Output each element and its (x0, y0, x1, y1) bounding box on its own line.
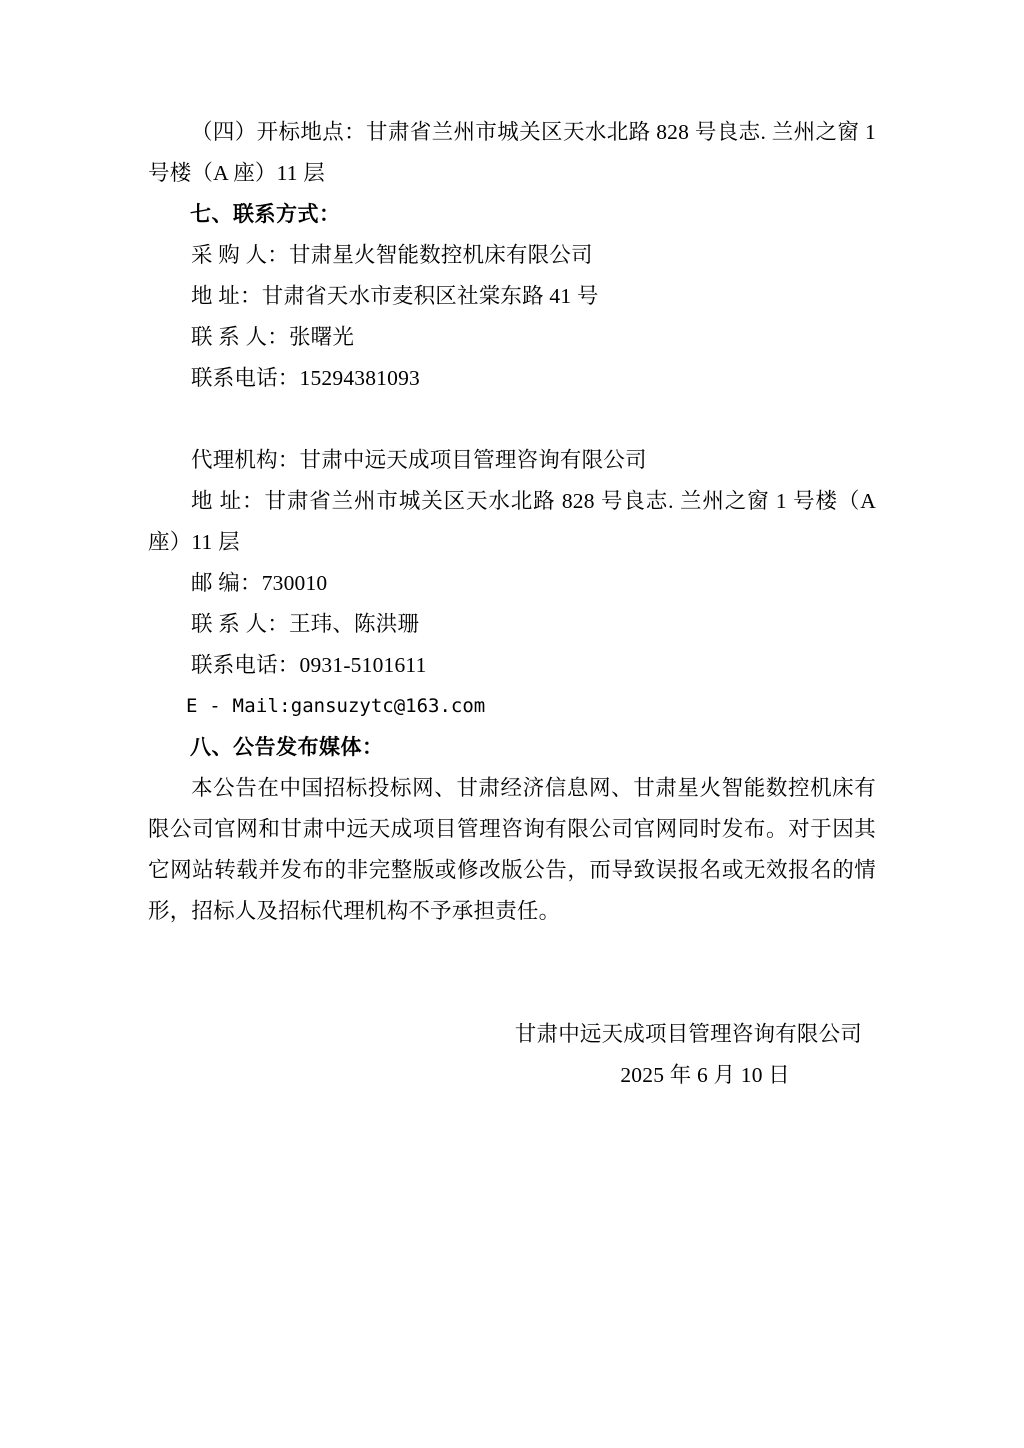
label-agency-name: 代理机构： (191, 448, 300, 472)
label-agency-email: E - Mail: (186, 695, 291, 717)
signature-company: 甘肃中远天成项目管理咨询有限公司 (514, 1022, 862, 1046)
value-agency-phone: 0931-5101611 (299, 653, 427, 677)
field-agency-contact (148, 604, 876, 645)
value-agency-contact: 王玮、陈洪珊 (288, 612, 420, 636)
label-purchaser-address: 地 址： (191, 284, 262, 308)
document-body (148, 112, 876, 1096)
label-purchaser-contact: 联 系 人： (191, 325, 289, 349)
field-purchaser-address (148, 276, 876, 317)
value-purchaser-address: 甘肃省天水市麦积区社棠东路 41 号 (261, 284, 599, 308)
paragraph-announcement-media: 本公告在中国招标投标网、甘肃经济信息网、甘肃星火智能数控机床有限公司官网和甘肃中远天成项目管理咨询有限公司官网同时发布。对于因其它网站转载并发布的非完整版或修改版公告，而导致误报名或无效报名的情形，招标人及招标代理机构不予承担责任。 (148, 776, 876, 923)
field-agency-postcode (148, 563, 876, 604)
label-agency-contact: 联 系 人： (191, 612, 289, 636)
field-agency-phone (148, 645, 876, 686)
label-agency-postcode: 邮 编： (191, 571, 262, 595)
signature-block (148, 1014, 876, 1096)
value-agency-postcode: 730010 (261, 571, 328, 595)
label-purchaser-phone: 联系电话： (191, 366, 300, 390)
blank-separator (148, 399, 876, 440)
field-purchaser-contact (148, 317, 876, 358)
value-agency-email: gansuzytc@163.com (290, 695, 486, 717)
value-purchaser-contact: 张曙光 (288, 325, 355, 349)
value-purchaser-name: 甘肃星火智能数控机床有限公司 (288, 243, 593, 267)
value-purchaser-phone: 15294381093 (299, 366, 420, 390)
label-agency-address: 地 址： (191, 489, 265, 513)
field-agency-address (148, 481, 876, 563)
heading-contact-methods: 七、联系方式： (190, 202, 341, 226)
field-purchaser-phone (148, 358, 876, 399)
field-agency-name (148, 440, 876, 481)
value-agency-name: 甘肃中远天成项目管理咨询有限公司 (299, 448, 647, 472)
field-purchaser-name (148, 235, 876, 276)
heading-announcement-media: 八、公告发布媒体： (190, 735, 384, 759)
signature-date: 2025 年 6 月 10 日 (620, 1063, 790, 1087)
label-purchaser-name: 采 购 人： (191, 243, 289, 267)
value-agency-address: 甘肃省兰州市城关区天水北路 828 号良志. 兰州之窗 1 号楼（A 座）11 层 (148, 489, 876, 554)
field-agency-email (148, 686, 876, 727)
label-agency-phone: 联系电话： (191, 653, 300, 677)
paragraph-bid-opening-location: （四）开标地点：甘肃省兰州市城关区天水北路 828 号良志. 兰州之窗 1 号楼（A 座）11 层 (148, 120, 876, 185)
